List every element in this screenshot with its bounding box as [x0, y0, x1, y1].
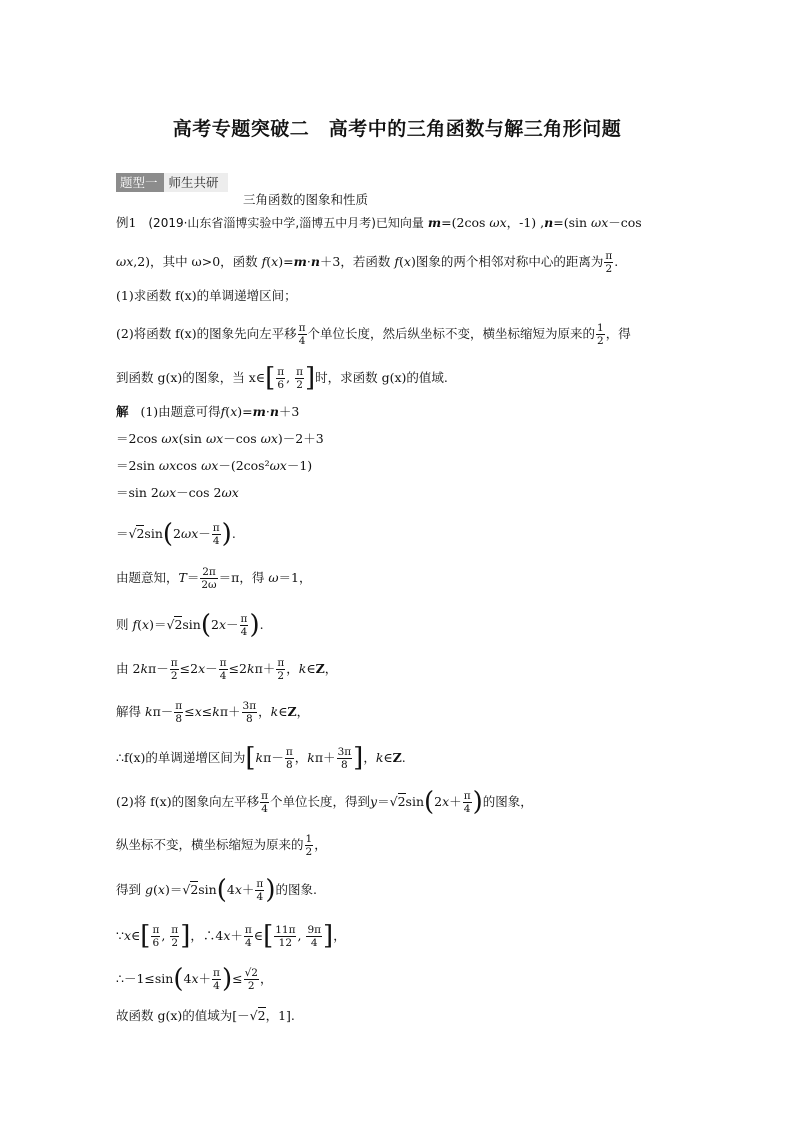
badge-type: 题型一 — [116, 173, 164, 192]
solution-line-16: 故函数 g(x)的值域为[－√2，1]. — [116, 1008, 295, 1023]
s2c: 的图象， — [482, 794, 533, 809]
solution-line-4: ＝sin 2ωx－cos 2ωx — [116, 485, 239, 500]
solution-line-7: 则 f(x)＝√2sin(2x－ $\frac{\pi}{4}$ ). — [116, 610, 264, 640]
q2e: 时，求函数 g(x)的值域. — [315, 370, 448, 385]
solution-final: 故函数 g(x)的值域为 — [116, 1008, 233, 1023]
solution-line-8: 由 2kπ－ $\frac{\pi}{2}$ ≤2x－ $\frac{\pi}{4}$ ≤2kπ＋ $\frac{\pi}{2}$ ，k∈Z， — [116, 657, 338, 682]
example-dist: 图象的两个相邻对称中心的距离为 — [415, 254, 604, 269]
solution-line-15: ∴－1≤sin(4x＋ $\frac{\pi}{4}$ )≤ $\frac{√2}{2}$ ， — [116, 964, 273, 994]
example-known: 已知向量 — [375, 216, 424, 230]
s2a: (2)将 f(x)的图象向左平移 — [116, 794, 260, 809]
solution-line-12: 纵坐标不变，横坐标缩短为原来的 $\frac{1}{2}$ ， — [116, 833, 327, 858]
badge-mode: 师生共研 — [164, 173, 228, 192]
section-subtitle: 三角函数的图象和性质 — [243, 192, 369, 207]
question-1: (1)求函数 f(x)的单调递增区间； — [116, 288, 297, 303]
question-2-line-2: 到函数 g(x)的图象，当 x∈[ $\frac{\pi}{6}$ , $\frac{\pi}{2}$ ]时，求函数 g(x)的值域. — [116, 363, 448, 393]
solution-line-3: ＝2sin ωxcos ωx－(2cos²ωx－1) — [116, 458, 313, 473]
s2f: 的图象. — [275, 882, 317, 897]
example-source: (2019·山东省淄博实验中学,淄博五中月考) — [148, 216, 376, 230]
solution-line-10: ∴f(x)的单调递增区间为[kπ－ $\frac{\pi}{8}$ ，kπ＋ $\frac{3\pi}{8}$ ]，k∈Z. — [116, 743, 406, 773]
q2c: ，得 — [605, 326, 631, 341]
question-type-badge — [116, 173, 228, 192]
example-if: ，若函数 — [340, 254, 391, 269]
solution-line-1: 解 (1)由题意可得f(x)=m·n＋3 — [116, 404, 300, 419]
example-line-1: 例1 (2019·山东省淄博实验中学,淄博五中月考)已知向量 m=(2cos ωx，-1) ,n=(sin ωx－cos — [116, 215, 642, 230]
solution-from: 由 — [116, 661, 129, 676]
solution-line-6: 由题意知，T＝ $\frac{2\pi}{2\omega}$ ＝π，得 ω＝1， — [116, 566, 312, 591]
solution-inc: ∴f(x)的单调递增区间为 — [116, 750, 246, 765]
example-label: 例1 — [116, 215, 137, 230]
q2a: (2)将函数 f(x)的图象先向左平移 — [116, 326, 297, 341]
solution-line-14: ∵x∈[ $\frac{\pi}{6}$ , $\frac{\pi}{2}$ ]，∴4x＋ $\frac{\pi}{4}$ ∈[ $\frac{11\pi}{12}$ , $\frac{9\pi}{4}$ ]， — [116, 921, 346, 951]
solution-line-2: ＝2cos ωx(sin ωx－cos ωx)－2＋3 — [116, 431, 324, 446]
solution-line-5: ＝√2sin(2ωx－ $\frac{\pi}{4}$ ). — [116, 519, 236, 549]
q2b: 个单位长度，然后纵坐标不变，横坐标缩短为原来的 — [307, 326, 596, 341]
solution-intro: (1)由题意可得 — [140, 404, 221, 419]
example-line-2: ωx,2)，其中 ω>0，函数 f(x)=m·n＋3，若函数 f(x)图象的两个相邻对称中心的距离为 $\frac{\pi}{2}$ . — [116, 250, 619, 275]
solution-line-11: (2)将 f(x)的图象向左平移 $\frac{\pi}{4}$ 个单位长度，得到y＝√2sin(2x＋ $\frac{\pi}{4}$ )的图象， — [116, 787, 533, 817]
solution-label: 解 — [116, 404, 129, 419]
solution-then: 则 — [116, 617, 129, 632]
solution-solve: 解得 — [116, 704, 142, 719]
s2e: 得到 — [116, 882, 142, 897]
example-where: 其中 ω>0，函数 — [162, 254, 258, 269]
page-title: 高考专题突破二 高考中的三角函数与解三角形问题 — [172, 118, 622, 140]
q2d: 到函数 g(x)的图象，当 x∈ — [116, 370, 266, 385]
s2d: 纵坐标不变，横坐标缩短为原来的 — [116, 837, 304, 852]
solution-line-13: 得到 g(x)＝√2sin(4x＋ $\frac{\pi}{4}$ )的图象. — [116, 875, 317, 905]
question-2-line-1: (2)将函数 f(x)的图象先向左平移 $\frac{\pi}{4}$ 个单位长度，然后纵坐标不变，横坐标缩短为原来的 $\frac{1}{2}$ ，得 — [116, 322, 631, 347]
solution-line-9: 解得 kπ－ $\frac{\pi}{8}$ ≤x≤kπ＋ $\frac{3\pi}{8}$ ，k∈Z， — [116, 700, 310, 725]
solution-know: 由题意知， — [116, 570, 179, 585]
s2b: 个单位长度，得到 — [270, 794, 371, 809]
